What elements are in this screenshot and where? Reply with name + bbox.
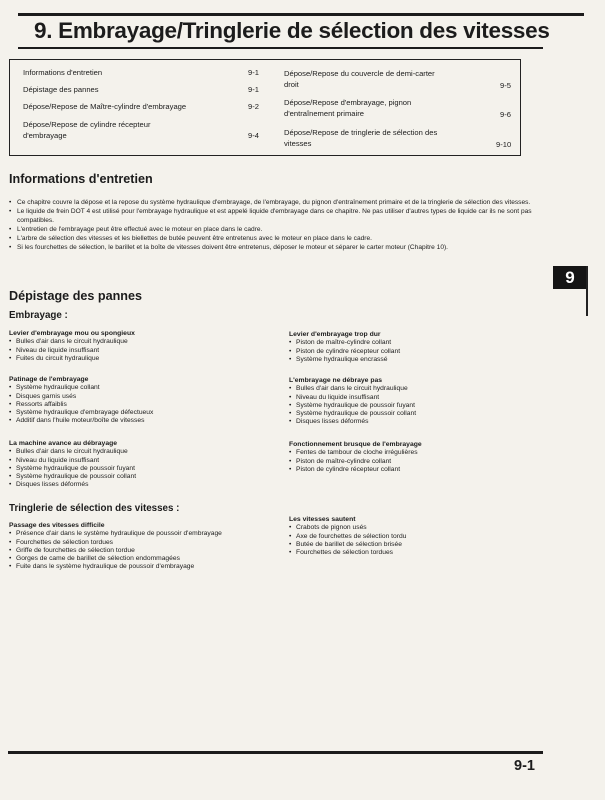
toc-entry-page: 9-2 xyxy=(248,102,259,111)
linkage-heading: Tringlerie de sélection des vitesses : xyxy=(9,503,180,514)
toc-entry-page: 9-1 xyxy=(248,85,259,94)
toc-entry-label: Dépose/Repose de tringlerie de sélection des xyxy=(284,128,438,137)
list-item: • Système hydraulique encrassé xyxy=(289,356,549,364)
list-item: • Griffe de fourchettes de sélection tordue xyxy=(9,547,261,555)
list-item: • Fourchettes de sélection tordues xyxy=(9,539,261,547)
page-title: 9. Embrayage/Tringlerie de sélection des vitesses xyxy=(34,18,550,43)
list-item: • Fentes de tambour de cloche irrégulières xyxy=(289,449,549,457)
list-item: • Disques lisses déformés xyxy=(9,481,274,489)
list-item: • Fourchettes de sélection tordues xyxy=(289,549,549,557)
list-item: • Axe de fourchettes de sélection tordu xyxy=(289,533,549,541)
symptom-title: Levier d'embrayage mou ou spongieux xyxy=(9,330,135,337)
troubleshooting-heading: Dépistage des pannes xyxy=(9,289,142,303)
list-item: • Piston de cylindre récepteur collant xyxy=(289,466,549,474)
toc-entry-page: 9-1 xyxy=(248,68,259,77)
toc-entry-troubleshooting[interactable] xyxy=(23,84,99,95)
title-rule xyxy=(18,47,543,49)
toc-entry-clutch-primary[interactable] xyxy=(284,97,411,119)
cause-list xyxy=(289,524,549,557)
toc-entry-label: Informations d'entretien xyxy=(23,68,103,77)
cause-list xyxy=(289,385,549,426)
list-item: • Piston de maître-cylindre collant xyxy=(289,339,549,347)
service-info-bullets xyxy=(9,199,545,252)
page-number: 9-1 xyxy=(514,758,535,774)
linkage-left-group xyxy=(9,522,261,571)
toc-box xyxy=(9,59,521,156)
symptom-title: La machine avance au débrayage xyxy=(9,440,118,447)
service-info-heading: Informations d'entretien xyxy=(9,172,153,186)
toc-entry-slave-cylinder[interactable] xyxy=(23,119,150,141)
list-item: • Système hydraulique collant xyxy=(9,384,274,392)
clutch-right-group-3 xyxy=(289,441,549,474)
toc-entry-page: 9-5 xyxy=(500,81,511,90)
symptom-title: Levier d'embrayage trop dur xyxy=(289,331,381,338)
toc-entry-label: Dépose/Repose du couvercle de demi-carter xyxy=(284,69,435,78)
list-item: • Fuite dans le système hydraulique de poussoir d'embrayage xyxy=(9,563,261,571)
list-item: • Gorges de came de barillet de sélection endommagées xyxy=(9,555,261,563)
cause-list xyxy=(9,338,274,363)
list-item: • Niveau de liquide insuffisant xyxy=(9,347,274,355)
bottom-rule xyxy=(8,751,543,754)
list-item: • L'arbre de sélection des vitesses et les biellettes de butée peuvent être entretenus avec le moteur en place dans le cadre. xyxy=(9,235,545,244)
toc-entry-label: Dépistage des pannes xyxy=(23,85,99,94)
cause-list xyxy=(9,384,274,425)
toc-entry-page: 9-6 xyxy=(500,110,511,119)
list-item: • Ressorts affaiblis xyxy=(9,401,274,409)
toc-entry-label: Dépose/Repose d'embrayage, pignon xyxy=(284,98,412,107)
toc-entry-service-info[interactable] xyxy=(23,67,102,78)
list-item: • Disques lisses déformés xyxy=(289,418,549,426)
list-item: • Si les fourchettes de sélection, le barillet et la boîte de vitesses doivent être entretenus, déposer le moteur et séparer le carter moteur (Chapitre 10). xyxy=(9,244,545,253)
clutch-left-group-1 xyxy=(9,330,274,363)
cause-list xyxy=(9,448,274,489)
list-item: • Bulles d'air dans le circuit hydraulique xyxy=(289,385,549,393)
list-item: • Ce chapitre couvre la dépose et la repose du système hydraulique d'embrayage, de l'embrayage, du pignon d'entraînement primaire et de la tringlerie de sélection des vitesses. xyxy=(9,199,545,208)
list-item: • Piston de cylindre récepteur collant xyxy=(289,348,549,356)
list-item: • Système hydraulique de poussoir collant xyxy=(9,473,274,481)
toc-entry-label: d'entraînement primaire xyxy=(284,109,364,118)
clutch-left-group-2 xyxy=(9,376,274,425)
toc-entry-label: Dépose/Repose de Maître-cylindre d'embrayage xyxy=(23,102,187,111)
list-item: • Piston de maître-cylindre collant xyxy=(289,458,549,466)
top-rule xyxy=(18,13,584,16)
list-item: • L'entretien de l'embrayage peut être effectué avec le moteur en place dans le cadre. xyxy=(9,226,545,235)
list-item: • Système hydraulique de poussoir collant xyxy=(289,410,549,418)
linkage-right-group xyxy=(289,516,549,557)
clutch-right-group-2 xyxy=(289,377,549,426)
list-item: • Butée de barillet de sélection brisée xyxy=(289,541,549,549)
list-item: • Niveau du liquide insuffisant xyxy=(9,457,274,465)
toc-entry-label: Dépose/Repose de cylindre récepteur xyxy=(23,120,151,129)
symptom-title: Passage des vitesses difficile xyxy=(9,522,105,529)
toc-entry-label: droit xyxy=(284,80,299,89)
toc-entry-page: 9-10 xyxy=(496,140,512,149)
chapter-tab: 9 xyxy=(553,266,587,289)
symptom-title: Fonctionnement brusque de l'embrayage xyxy=(289,441,422,448)
cause-list xyxy=(9,530,261,571)
list-item: • Système hydraulique de poussoir fuyant xyxy=(9,465,274,473)
clutch-right-group-1 xyxy=(289,331,549,364)
list-item: • Additif dans l'huile moteur/boîte de vitesses xyxy=(9,417,274,425)
list-item: • Disques garnis usés xyxy=(9,393,274,401)
list-item: • Bulles d'air dans le circuit hydraulique xyxy=(9,338,274,346)
cause-list xyxy=(289,449,549,474)
clutch-left-group-3 xyxy=(9,440,274,489)
toc-entry-page: 9-4 xyxy=(248,131,259,140)
clutch-heading: Embrayage : xyxy=(9,310,68,321)
list-item: • Présence d'air dans le système hydraulique de poussoir d'embrayage xyxy=(9,530,261,538)
list-item: • Système hydraulique de poussoir fuyant xyxy=(289,402,549,410)
symptom-title: Patinage de l'embrayage xyxy=(9,376,89,383)
cause-list xyxy=(289,339,549,364)
symptom-title: Les vitesses sautent xyxy=(289,516,356,523)
toc-entry-label: vitesses xyxy=(284,139,312,148)
symptom-title: L'embrayage ne débraye pas xyxy=(289,377,383,384)
list-item: • Fuites du circuit hydraulique xyxy=(9,355,274,363)
toc-entry-shift-linkage[interactable] xyxy=(284,127,437,149)
list-item: • Crabots de pignon usés xyxy=(289,524,549,532)
toc-entry-master-cylinder[interactable] xyxy=(23,101,186,112)
chapter-tab-line xyxy=(586,266,588,316)
list-item: • Système hydraulique d'embrayage défectueux xyxy=(9,409,274,417)
list-item: • Bulles d'air dans le circuit hydraulique xyxy=(9,448,274,456)
toc-entry-right-cover[interactable] xyxy=(284,68,435,90)
list-item: • Le liquide de frein DOT 4 est utilisé pour l'embrayage hydraulique et est appelé liquide d'embrayage dans ce chapitre. Ne pas utiliser d'autres types de liquide car ils ne sont pas compatibles. xyxy=(9,208,545,226)
list-item: • Niveau du liquide insuffisant xyxy=(289,394,549,402)
toc-entry-label: d'embrayage xyxy=(23,131,67,140)
